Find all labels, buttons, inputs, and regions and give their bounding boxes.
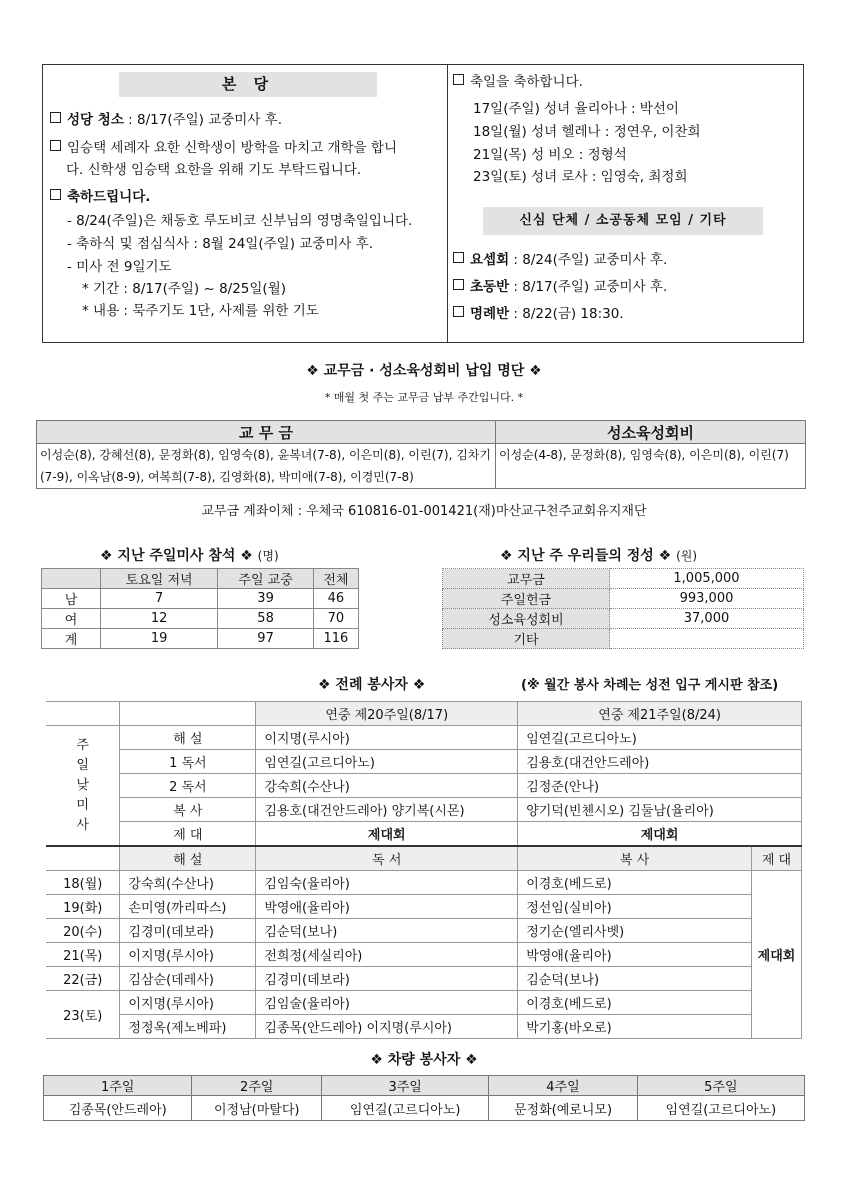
attendance-col: 전체 xyxy=(313,569,358,589)
checkbox-icon xyxy=(453,74,464,85)
checkbox-icon xyxy=(453,306,464,317)
tithe-table xyxy=(36,420,806,489)
tithe-heading: ❖ 교무금 · 성소육성회비 납입 명단 ❖ xyxy=(306,363,542,379)
groups-banner: 신심 단체 / 소공동체 모임 / 기타 xyxy=(483,207,763,235)
checkbox-icon xyxy=(453,279,464,290)
offering-unit: (원) xyxy=(676,549,698,563)
congrats-line: - 축하식 및 점심식사 : 8월 24일(주일) 교중미사 후. xyxy=(67,236,374,252)
vehicle-heading: ❖ 차량 봉사자 ❖ xyxy=(370,1052,478,1068)
congrats-line: * 기간 : 8/17(주일) ~ 8/25일(월) xyxy=(82,281,287,297)
attendance-row: 계 19 97 116 xyxy=(42,629,359,649)
vehicle-week: 2주일 xyxy=(192,1076,322,1096)
sunday-row: 복 사 김용호(대건안드레아) 양기복(시몬) 양기덕(빈첸시오) 김둘남(율리아) xyxy=(46,798,802,822)
group-item: 초동반 : 8/17(주일) 교중미사 후. xyxy=(453,275,667,295)
week1-header: 연중 제20주일(8/17) xyxy=(256,702,518,726)
offering-row: 주일헌금 993,000 xyxy=(443,589,804,609)
checkbox-icon xyxy=(50,112,61,123)
daily-row: 22(금) 김삼순(데레사) 김경미(데보라) 김순덕(보나) xyxy=(46,967,802,991)
attendance-table xyxy=(41,568,359,649)
feast-line: 21일(목) 성 비오 : 정형석 xyxy=(473,147,627,163)
checkbox-icon xyxy=(50,189,61,200)
tithe-note: * 매월 첫 주는 교무금 납부 주간입니다. * xyxy=(324,391,524,404)
sunday-row: 2 독서 강숙희(수산나) 김정준(안나) xyxy=(46,774,802,798)
vehicle-week: 5주일 xyxy=(637,1076,804,1096)
feast-line: 23일(토) 성녀 로사 : 임영숙, 최정희 xyxy=(473,169,688,185)
cleaning-notice: 성당 청소 : 8/17(주일) 교중미사 후. xyxy=(50,108,282,128)
attendance-row: 여 12 58 70 xyxy=(42,609,359,629)
sunday-row: 주 일 낮 미 사 해 설 이지명(루시아) 임연길(고르디아노) xyxy=(46,726,802,750)
servers-note: (※ 월간 봉사 차례는 성전 입구 게시판 참조) xyxy=(521,678,779,693)
offering-table xyxy=(442,568,804,649)
vehicle-name: 문정화(예로니모) xyxy=(489,1096,637,1121)
attendance-row: 남 7 39 46 xyxy=(42,589,359,609)
group-item: 요셉회 : 8/24(주일) 교중미사 후. xyxy=(453,248,667,268)
vehicle-week: 4주일 xyxy=(489,1076,637,1096)
seminarian-notice-line1: 임승택 세례자 요한 신학생이 방학을 마치고 개학을 합니 xyxy=(50,136,397,156)
group-item: 명례반 : 8/22(금) 18:30. xyxy=(453,302,624,322)
daily-col-header: 해 설 xyxy=(120,846,256,871)
seminarian-notice-line2: 다. 신학생 임승택 요한을 위해 기도 부탁드립니다. xyxy=(66,162,362,178)
account-info: 교무금 계좌이체 : 우체국 610816-01-001421(재)마산교구천주교회유지재단 xyxy=(201,504,647,519)
daily-row: 23(토) 이지명(루시아) 김임술(율리아) 이경호(베드로) xyxy=(46,991,802,1015)
tithe-names: 이성순(8), 강혜선(8), 문정화(8), 임영숙(8), 윤복녀(7-8), 이은미(8), 이린(7), 김차기(7-9), 이옥남(8-9), 여복희(7-8), 김영화(8), 박미애(7-8), 이경민(7-8) xyxy=(37,444,496,489)
servers-heading: ❖ 전례 봉사자 ❖ xyxy=(318,677,426,693)
vehicle-week: 1주일 xyxy=(44,1076,192,1096)
vehicle-week: 3주일 xyxy=(322,1076,489,1096)
sunday-mass-label: 주 일 낮 미 사 xyxy=(46,726,120,847)
servers-table xyxy=(46,701,802,1039)
checkbox-icon xyxy=(453,252,464,263)
offering-row: 성소육성회비 37,000 xyxy=(443,609,804,629)
feast-line: 18일(월) 성녀 헬레나 : 정연우, 이찬희 xyxy=(473,124,701,140)
daily-row: 정정옥(제노베파) 김종목(안드레아) 이지명(루시아) 박기홍(바오로) xyxy=(46,1015,802,1039)
vehicle-name: 임연길(고르디아노) xyxy=(637,1096,804,1121)
congrats-line: - 미사 전 9일기도 xyxy=(67,259,172,275)
offering-row: 교무금 1,005,000 xyxy=(443,569,804,589)
offering-row: 기타 xyxy=(443,629,804,649)
vehicle-name: 임연길(고르디아노) xyxy=(322,1096,489,1121)
vehicle-name: 김종목(안드레아) xyxy=(44,1096,192,1121)
notice-divider xyxy=(447,65,448,342)
vocation-names: 이성순(4-8), 문정화(8), 임영숙(8), 이은미(8), 이린(7) xyxy=(496,444,806,489)
daily-col-header: 제 대 xyxy=(751,846,801,871)
congrats-title: 축하드립니다. xyxy=(50,185,150,205)
attendance-col: 토요일 저녁 xyxy=(101,569,218,589)
notice-box xyxy=(42,64,804,343)
parish-banner: 본 당 xyxy=(119,72,377,97)
daily-row: 20(수) 김경미(데보라) 김순덕(보나) 정기순(엘리사벳) xyxy=(46,919,802,943)
daily-col-header: 독 서 xyxy=(256,846,518,871)
daily-row: 19(화) 손미영(까리따스) 박영애(율리아) 정선임(실비아) xyxy=(46,895,802,919)
offering-heading: ❖ 지난 주 우리들의 정성 ❖ (원) xyxy=(500,548,698,564)
vocation-col-header: 성소육성회비 xyxy=(496,421,806,444)
tithe-col-header: 교 무 금 xyxy=(37,421,496,444)
sunday-row: 1 독서 임연길(고르디아노) 김용호(대건안드레아) xyxy=(46,750,802,774)
attendance-heading: ❖ 지난 주일미사 참석 ❖ (명) xyxy=(100,548,279,564)
checkbox-icon xyxy=(50,140,61,151)
sunday-row: 제 대 제대회 제대회 xyxy=(46,822,802,847)
vehicle-name: 이정남(마탈다) xyxy=(192,1096,322,1121)
daily-col-header: 복 사 xyxy=(518,846,752,871)
feast-line: 17일(주일) 성녀 율리아나 : 박선이 xyxy=(473,101,679,117)
daily-row: 18(월) 강숙희(수산나) 김임숙(율리아) 이경호(베드로) 제대회 xyxy=(46,871,802,895)
congrats-line: * 내용 : 묵주기도 1단, 사제를 위한 기도 xyxy=(82,303,319,319)
feast-title: 축일을 축하합니다. xyxy=(453,70,583,90)
daily-row: 21(목) 이지명(루시아) 전희정(세실리아) 박영애(율리아) xyxy=(46,943,802,967)
daily-altar: 제대회 xyxy=(751,871,801,1039)
congrats-line: - 8/24(주일)은 채동호 루도비코 신부님의 영명축일입니다. xyxy=(67,213,413,229)
attendance-unit: (명) xyxy=(257,549,279,563)
week2-header: 연중 제21주일(8/24) xyxy=(518,702,802,726)
vehicle-table xyxy=(43,1075,805,1121)
attendance-col: 주일 교중 xyxy=(218,569,314,589)
